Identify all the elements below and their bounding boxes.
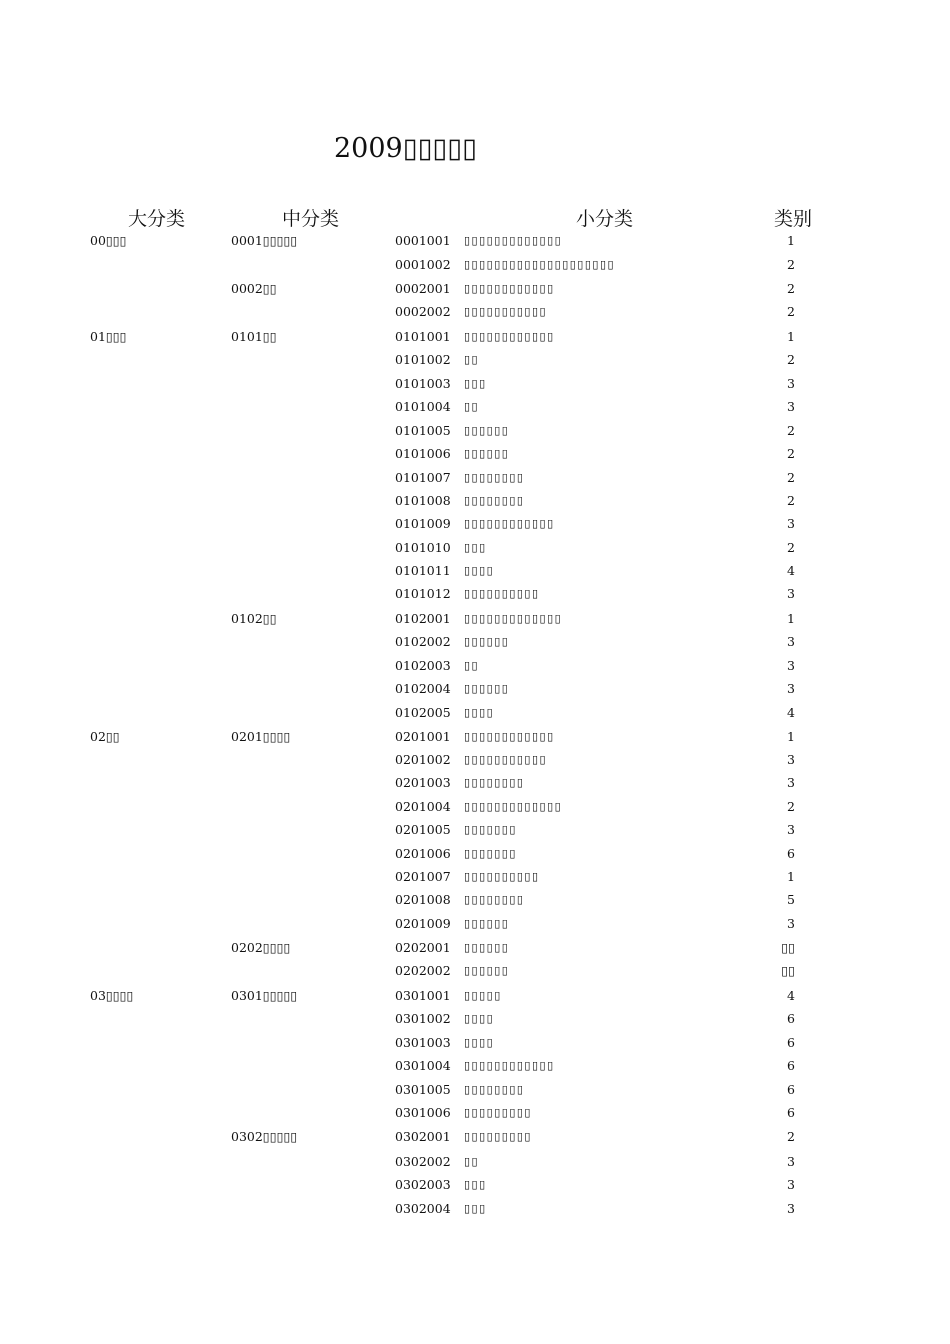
small-category-code: 0301002 [395,1011,451,1026]
type-cell: 2 [787,1129,795,1144]
small-category-code: 0001002 [395,257,451,272]
table-row [0,419,950,442]
table-row [0,489,950,512]
type-cell: 1 [787,233,795,248]
small-category-name: ▯▯ [464,353,480,366]
table-row [0,372,950,395]
small-category-name: ▯▯▯▯▯▯ [464,635,510,648]
table-row [0,325,950,348]
table-row [0,559,950,582]
table-row [0,277,950,300]
small-category-name: ▯▯▯▯▯▯ [464,941,510,954]
type-cell: 3 [787,399,795,414]
small-category-name: ▯▯ [464,659,480,672]
small-category-name: ▯▯▯▯▯▯▯▯▯▯▯▯ [464,1059,555,1072]
table-row [0,795,950,818]
small-category-name: ▯▯▯▯▯▯ [464,424,510,437]
big-category-cell: 03▯▯▯▯ [90,988,134,1003]
small-category-code: 0101006 [395,446,451,461]
small-category-name: ▯▯▯▯▯▯ [464,447,510,460]
type-cell: 6 [787,1035,795,1050]
table-row [0,1125,950,1148]
type-cell: 6 [787,846,795,861]
small-category-code: 0101002 [395,352,451,367]
table-row [0,1007,950,1030]
small-category-name: ▯▯ [464,1155,480,1168]
small-category-name: ▯▯▯▯▯▯▯▯▯▯ [464,870,540,883]
table-row [0,512,950,535]
table-row [0,348,950,371]
small-category-name: ▯▯▯▯▯▯▯ [464,823,517,836]
small-category-name: ▯▯▯▯▯▯ [464,682,510,695]
type-cell: 3 [787,1201,795,1216]
small-category-name: ▯▯▯ [464,1202,487,1215]
small-category-code: 0002002 [395,304,451,319]
table-row [0,771,950,794]
header-small-category: 小分类 [576,208,634,230]
type-cell: ▯▯ [781,940,795,955]
type-cell: 5 [787,892,795,907]
small-category-code: 0101004 [395,399,451,414]
table-row [0,725,950,748]
table-row [0,701,950,724]
small-category-name: ▯▯▯ [464,541,487,554]
type-cell: 2 [787,304,795,319]
small-category-code: 0301004 [395,1058,451,1073]
type-cell: 3 [787,634,795,649]
small-category-code: 0001001 [395,233,451,248]
mid-category-cell: 0002▯▯ [231,281,277,296]
small-category-code: 0101001 [395,329,451,344]
small-category-code: 0301003 [395,1035,451,1050]
type-cell: 1 [787,611,795,626]
small-category-name: ▯▯▯▯ [464,706,495,719]
type-cell: 6 [787,1082,795,1097]
type-cell: 3 [787,916,795,931]
header-type: 类别 [774,208,813,230]
small-category-code: 0201001 [395,729,451,744]
small-category-name: ▯▯▯▯ [464,1036,495,1049]
type-cell: 4 [787,563,795,578]
small-category-name: ▯▯▯▯▯▯▯▯ [464,1083,525,1096]
small-category-code: 0102001 [395,611,451,626]
table-row [0,654,950,677]
type-cell: 2 [787,257,795,272]
type-cell: 3 [787,1177,795,1192]
small-category-name: ▯▯▯▯▯▯▯▯▯ [464,1130,532,1143]
type-cell: 2 [787,470,795,485]
small-category-name: ▯▯▯▯▯▯▯▯▯▯▯ [464,305,548,318]
small-category-name: ▯▯▯ [464,377,487,390]
small-category-code: 0302001 [395,1129,451,1144]
table-row [0,300,950,323]
small-category-code: 0101005 [395,423,451,438]
type-cell: 3 [787,681,795,696]
type-cell: 6 [787,1058,795,1073]
type-cell: 3 [787,1154,795,1169]
small-category-name: ▯▯▯▯▯▯▯▯ [464,494,525,507]
small-category-name: ▯▯ [464,400,480,413]
type-cell: 3 [787,376,795,391]
small-category-name: ▯▯▯▯▯▯▯▯▯▯▯▯▯▯▯▯▯▯▯▯ [464,258,616,271]
small-category-name: ▯▯▯▯▯▯ [464,917,510,930]
small-category-code: 0201003 [395,775,451,790]
table-row [0,818,950,841]
type-cell: 4 [787,705,795,720]
small-category-name: ▯▯▯▯▯▯▯▯▯▯▯ [464,753,548,766]
big-category-cell: 02▯▯ [90,729,120,744]
small-category-name: ▯▯▯▯▯ [464,989,502,1002]
header-big-category: 大分类 [128,208,186,230]
table-row [0,442,950,465]
table-row [0,865,950,888]
small-category-code: 0101010 [395,540,451,555]
table-row [0,1054,950,1077]
small-category-name: ▯▯▯▯ [464,564,495,577]
small-category-code: 0201005 [395,822,451,837]
type-cell: 3 [787,822,795,837]
small-category-code: 0201006 [395,846,451,861]
type-cell: 3 [787,752,795,767]
type-cell: 6 [787,1011,795,1026]
type-cell: 2 [787,540,795,555]
small-category-name: ▯▯▯▯▯▯▯▯▯▯▯▯▯ [464,612,563,625]
table-row [0,1031,950,1054]
small-category-name: ▯▯▯▯▯▯▯▯▯▯▯▯ [464,282,555,295]
type-cell: 1 [787,329,795,344]
small-category-name: ▯▯▯▯▯▯ [464,964,510,977]
type-cell: 4 [787,988,795,1003]
small-category-name: ▯▯▯▯▯▯▯▯ [464,893,525,906]
table-row [0,229,950,252]
small-category-code: 0201007 [395,869,451,884]
small-category-name: ▯▯▯▯▯▯▯▯▯▯▯▯ [464,330,555,343]
table-row [0,1078,950,1101]
mid-category-cell: 0202▯▯▯▯ [231,940,291,955]
table-row [0,1197,950,1220]
small-category-code: 0101011 [395,563,451,578]
small-category-name: ▯▯▯▯ [464,1012,495,1025]
small-category-code: 0202001 [395,940,451,955]
small-category-code: 0201002 [395,752,451,767]
small-category-name: ▯▯▯▯▯▯▯▯▯▯▯▯ [464,730,555,743]
type-cell: 3 [787,775,795,790]
type-cell: 2 [787,493,795,508]
small-category-code: 0102005 [395,705,451,720]
table-row [0,607,950,630]
table-row [0,677,950,700]
small-category-name: ▯▯▯▯▯▯▯▯ [464,471,525,484]
small-category-code: 0301006 [395,1105,451,1120]
small-category-name: ▯▯▯▯▯▯▯▯▯▯▯▯ [464,517,555,530]
table-row [0,912,950,935]
table-row [0,253,950,276]
small-category-name: ▯▯▯ [464,1178,487,1191]
small-category-code: 0302003 [395,1177,451,1192]
type-cell: 3 [787,658,795,673]
table-row [0,984,950,1007]
small-category-name: ▯▯▯▯▯▯▯ [464,847,517,860]
small-category-code: 0201009 [395,916,451,931]
type-cell: 2 [787,799,795,814]
type-cell: 6 [787,1105,795,1120]
small-category-name: ▯▯▯▯▯▯▯▯▯▯▯▯▯ [464,800,563,813]
small-category-code: 0302002 [395,1154,451,1169]
mid-category-cell: 0102▯▯ [231,611,277,626]
table-row [0,582,950,605]
type-cell: 3 [787,586,795,601]
type-cell: 3 [787,516,795,531]
small-category-code: 0202002 [395,963,451,978]
type-cell: 2 [787,352,795,367]
small-category-code: 0302004 [395,1201,451,1216]
mid-category-cell: 0101▯▯ [231,329,277,344]
small-category-code: 0101008 [395,493,451,508]
small-category-code: 0101007 [395,470,451,485]
type-cell: ▯▯ [781,963,795,978]
type-cell: 1 [787,729,795,744]
small-category-code: 0201004 [395,799,451,814]
table-row [0,466,950,489]
mid-category-cell: 0201▯▯▯▯ [231,729,291,744]
table-row [0,536,950,559]
small-category-name: ▯▯▯▯▯▯▯▯▯ [464,1106,532,1119]
small-category-code: 0102003 [395,658,451,673]
small-category-name: ▯▯▯▯▯▯▯▯ [464,776,525,789]
type-cell: 2 [787,423,795,438]
page-title: 2009▯▯▯▯▯ [334,133,478,164]
table-row [0,395,950,418]
table-row [0,936,950,959]
small-category-code: 0101003 [395,376,451,391]
table-row [0,1150,950,1173]
small-category-code: 0301001 [395,988,451,1003]
table-row [0,1101,950,1124]
table-row [0,1173,950,1196]
small-category-code: 0002001 [395,281,451,296]
header-mid-category: 中分类 [282,208,340,230]
small-category-code: 0201008 [395,892,451,907]
small-category-name: ▯▯▯▯▯▯▯▯▯▯▯▯▯ [464,234,563,247]
small-category-code: 0101009 [395,516,451,531]
type-cell: 2 [787,446,795,461]
table-row [0,630,950,653]
table-row [0,959,950,982]
small-category-code: 0301005 [395,1082,451,1097]
table-row [0,748,950,771]
big-category-cell: 01▯▯▯ [90,329,127,344]
type-cell: 2 [787,281,795,296]
small-category-code: 0102002 [395,634,451,649]
mid-category-cell: 0001▯▯▯▯▯ [231,233,298,248]
small-category-code: 0102004 [395,681,451,696]
mid-category-cell: 0301▯▯▯▯▯ [231,988,298,1003]
table-row [0,842,950,865]
type-cell: 1 [787,869,795,884]
big-category-cell: 00▯▯▯ [90,233,127,248]
small-category-name: ▯▯▯▯▯▯▯▯▯▯ [464,587,540,600]
table-row [0,888,950,911]
mid-category-cell: 0302▯▯▯▯▯ [231,1129,298,1144]
small-category-code: 0101012 [395,586,451,601]
